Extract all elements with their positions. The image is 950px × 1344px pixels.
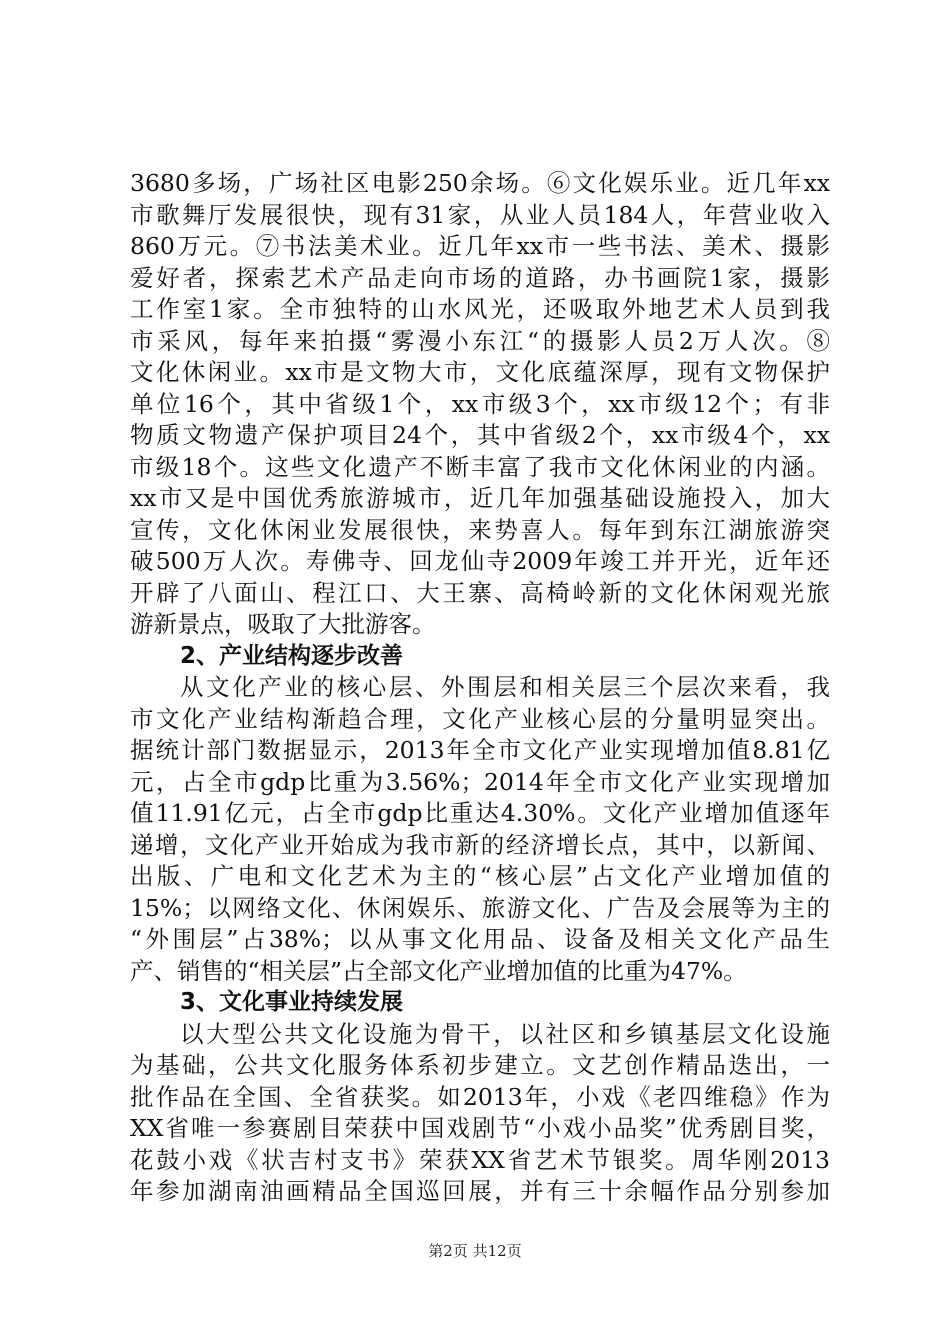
text-line: 工作室1家。全市独特的山水风光，还吸取外地艺术人员到我 [130, 295, 830, 323]
text-line: 出版、广电和文化艺术为主的“核心层”占文化产业增加值的 [130, 862, 830, 890]
text-line: 市采风，每年来拍摄“雾漫小东江“的摄影人员2万人次。⑧ [130, 326, 830, 355]
text-line: 文化休闲业。xx市是文物大市，文化底蕴深厚，现有文物保护 [130, 358, 830, 386]
text-line: 市歌舞厅发展很快，现有31家，从业人员184人，年营业收入 [130, 200, 830, 229]
text-line: 物质文物遗产保护项目24个，其中省级2个，xx市级4个，xx [130, 421, 830, 449]
text-line: 花鼓小戏《状吉村支书》荣获XX省艺术节银奖。周华刚2013 [130, 1145, 830, 1174]
text-line: XX省唯一参赛剧目荣获中国戏剧节“小戏小品奖”优秀剧目奖， [130, 1114, 830, 1142]
text-line: 游新景点，吸取了大批游客。 [130, 610, 436, 638]
text-line: xx市又是中国优秀旅游城市，近几年加强基础设施投入，加大 [130, 484, 830, 512]
text-line: 元，占全市gdp比重为3.56%；2014年全市文化产业实现增加 [130, 767, 830, 796]
text-line: 15%；以网络文化、休闲娱乐、旅游文化、广告及会展等为主的 [130, 893, 830, 922]
text-line: 3680多场，广场社区电影250余场。⑥文化娱乐业。近几年xx [130, 169, 830, 197]
text-line: 宣传，文化休闲业发展很快，来势喜人。每年到东江湖旅游突 [130, 515, 830, 544]
text-line: 市级18个。这些文化遗产不断丰富了我市文化休闲业的内涵。 [130, 452, 830, 481]
text-line: 破500万人次。寿佛寺、回龙仙寺2009年竣工并开光，近年还 [130, 547, 830, 575]
page-footer: 第2页 共12页 [428, 1242, 522, 1260]
text-line: “外围层”占38%；以从事文化用品、设备及相关文化产品生 [130, 925, 830, 953]
text-line: 据统计部门数据显示，2013年全市文化产业实现增加值8.81亿 [130, 736, 830, 764]
section-heading-industry-structure: 2、产业结构逐步改善 [180, 642, 404, 669]
text-line: 开辟了八面山、程江口、大王寨、高椅岭新的文化休闲观光旅 [130, 578, 830, 607]
text-line: 从文化产业的核心层、外围层和相关层三个层次来看，我 [180, 673, 830, 701]
text-line: 以大型公共文化设施为骨干，以社区和乡镇基层文化设施 [180, 1019, 830, 1048]
text-line: 产、销售的“相关层”占全部文化产业增加值的比重为47%。 [130, 956, 747, 985]
text-line: 为基础，公共文化服务体系初步建立。文艺创作精品迭出，一 [130, 1051, 830, 1079]
text-line: 单位16个，其中省级1个，xx市级3个，xx市级12个；有非 [130, 389, 830, 418]
text-line: 市文化产业结构渐趋合理，文化产业核心层的分量明显突出。 [130, 704, 830, 733]
section-heading-cultural-undertakings: 3、文化事业持续发展 [180, 989, 404, 1015]
text-line: 860万元。⑦书法美术业。近几年xx市一些书法、美术、摄影 [130, 232, 830, 260]
text-line: 值11.91亿元，占全市gdp比重达4.30%。文化产业增加值逐年 [130, 799, 830, 827]
text-line: 年参加湖南油画精品全国巡回展，并有三十余幅作品分别参加 [130, 1177, 830, 1205]
text-line: 递增，文化产业开始成为我市新的经济增长点，其中，以新闻、 [130, 830, 830, 859]
text-line: 爱好者，探索艺术产品走向市场的道路，办书画院1家，摄影 [130, 263, 830, 292]
text-line: 批作品在全国、全省获奖。如2013年，小戏《老四维稳》作为 [130, 1082, 830, 1111]
